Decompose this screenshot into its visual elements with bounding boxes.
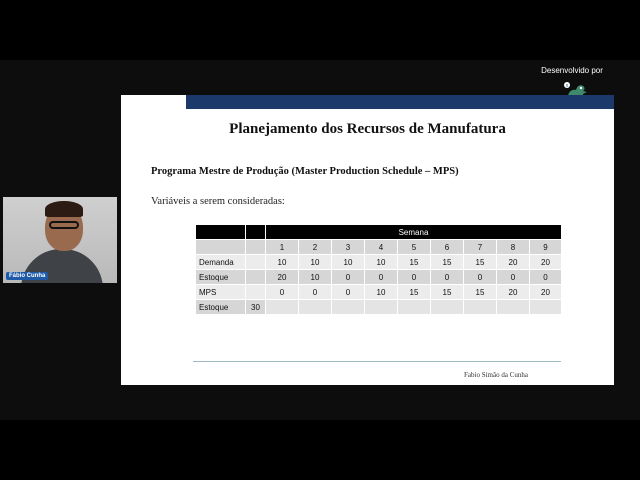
- initial-cell: 30: [246, 300, 266, 315]
- value-cell: 15: [431, 285, 464, 300]
- slide-subtitle: Programa Mestre de Produção (Master Production Schedule – MPS): [151, 166, 459, 177]
- value-cell: 0: [266, 285, 299, 300]
- week-group-header: Semana: [266, 225, 562, 240]
- week-header-cell: 1: [266, 240, 299, 255]
- mps-table: [195, 224, 562, 315]
- week-number-row: [196, 240, 562, 255]
- value-cell: 15: [398, 255, 431, 270]
- value-cell: 15: [464, 285, 497, 300]
- value-cell: 15: [464, 255, 497, 270]
- svg-text:$: $: [565, 82, 569, 88]
- slide-intro-text: Variáveis a serem consideradas:: [151, 196, 285, 207]
- value-cell: 20: [530, 255, 562, 270]
- value-cell: 0: [431, 270, 464, 285]
- week-header-cell: 6: [431, 240, 464, 255]
- table-corner-cell: [246, 225, 266, 240]
- value-cell: 0: [299, 285, 332, 300]
- value-cell: 15: [398, 285, 431, 300]
- value-cell: [530, 300, 562, 315]
- initial-cell: [246, 285, 266, 300]
- row-label: Estoque: [196, 270, 246, 285]
- presenter-camera: [3, 197, 117, 283]
- footer-divider: [193, 361, 561, 362]
- table-row-estoque: [196, 270, 562, 285]
- value-cell: [299, 300, 332, 315]
- value-cell: 15: [431, 255, 464, 270]
- value-cell: 0: [530, 270, 562, 285]
- presenter-name-tag: Fábio Cunha: [6, 272, 48, 280]
- table-cell: [246, 240, 266, 255]
- value-cell: 0: [332, 270, 365, 285]
- table-cell: [196, 240, 246, 255]
- week-header-cell: 8: [497, 240, 530, 255]
- value-cell: 10: [332, 255, 365, 270]
- week-header-cell: 4: [365, 240, 398, 255]
- row-label: Estoque: [196, 300, 246, 315]
- value-cell: [365, 300, 398, 315]
- value-cell: 10: [299, 270, 332, 285]
- presentation-slide: [121, 95, 614, 385]
- developed-by-label: Desenvolvido por: [541, 66, 603, 75]
- presenter-glasses: [49, 221, 79, 229]
- value-cell: [431, 300, 464, 315]
- value-cell: [266, 300, 299, 315]
- table-row-demanda: [196, 255, 562, 270]
- value-cell: 0: [398, 270, 431, 285]
- week-header-cell: 9: [530, 240, 562, 255]
- value-cell: 0: [497, 270, 530, 285]
- row-label: Demanda: [196, 255, 246, 270]
- table-row-estoque-final: [196, 300, 562, 315]
- value-cell: 20: [266, 270, 299, 285]
- slide-title: Planejamento dos Recursos de Manufatura: [229, 121, 506, 137]
- week-header-cell: 7: [464, 240, 497, 255]
- table-group-header-row: [196, 225, 562, 240]
- value-cell: 10: [266, 255, 299, 270]
- value-cell: [332, 300, 365, 315]
- value-cell: 0: [365, 270, 398, 285]
- value-cell: [464, 300, 497, 315]
- value-cell: [398, 300, 431, 315]
- value-cell: 10: [299, 255, 332, 270]
- slide-header-bar: [186, 95, 614, 109]
- row-label: MPS: [196, 285, 246, 300]
- value-cell: 10: [365, 255, 398, 270]
- value-cell: 0: [464, 270, 497, 285]
- value-cell: 20: [530, 285, 562, 300]
- value-cell: 10: [365, 285, 398, 300]
- table-corner-cell: [196, 225, 246, 240]
- week-header-cell: 3: [332, 240, 365, 255]
- value-cell: [497, 300, 530, 315]
- week-header-cell: 2: [299, 240, 332, 255]
- table-row-mps: [196, 285, 562, 300]
- initial-cell: [246, 255, 266, 270]
- initial-cell: [246, 270, 266, 285]
- slide-footer-author: Fabio Simão da Cunha: [464, 371, 528, 379]
- value-cell: 20: [497, 255, 530, 270]
- presenter-hair: [45, 201, 83, 217]
- week-header-cell: 5: [398, 240, 431, 255]
- value-cell: 20: [497, 285, 530, 300]
- value-cell: 0: [332, 285, 365, 300]
